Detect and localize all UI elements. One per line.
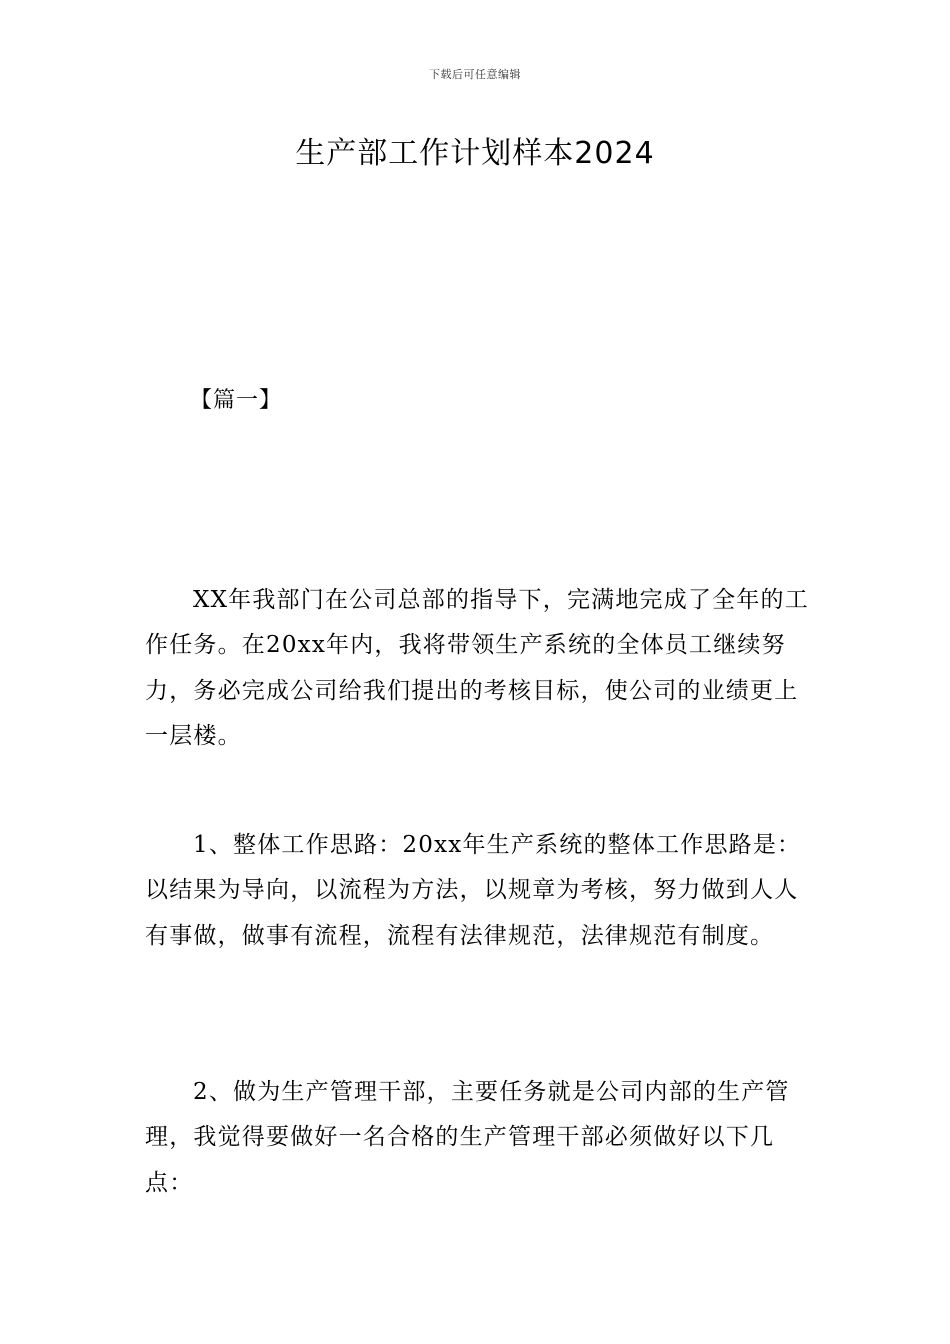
header-note: 下载后可任意编辑 xyxy=(429,68,521,81)
section-heading: 【篇一】 xyxy=(190,388,283,413)
body-paragraph-2: 1、整体工作思路：20xx年生产系统的整体工作思路是：以结果为导向，以流程为方法，以规章为考核，努力做到人人有事做，做事有流程，流程有法律规范，法律规范有制度。 xyxy=(145,832,802,949)
page-title: 生产部工作计划样本2024 xyxy=(295,136,655,171)
body-paragraph-1: XX年我部门在公司总部的指导下，完满地完成了全年的工作任务。在20xx年内，我将带领生产系统的全体员工继续努力，务必完成公司给我们提出的考核目标，使公司的业绩更上一层楼。 xyxy=(145,587,809,749)
body-paragraph-3: 2、做为生产管理干部，主要任务就是公司内部的生产管理，我觉得要做好一名合格的生产管理干部必须做好以下几点： xyxy=(145,1079,790,1196)
